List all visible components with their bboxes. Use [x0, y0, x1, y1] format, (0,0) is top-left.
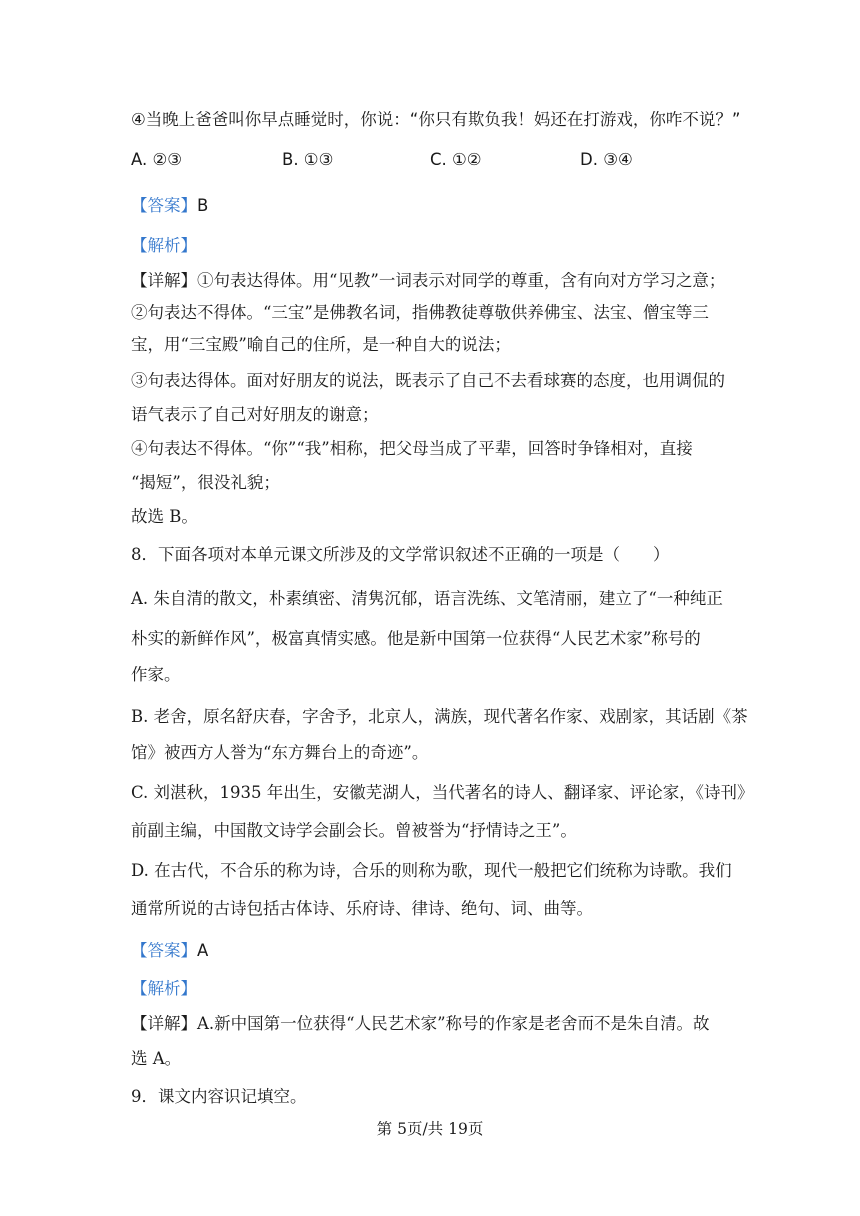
detail-line-5: 语气表示了自己对好朋友的谢意； — [131, 405, 379, 424]
q8-option-line-8: D. 在古代，不合乐的称为诗，合乐的则称为歌，现代一般把它们统称为诗歌。我们 — [131, 861, 732, 880]
page-footer: 第 5页/共 19页 — [376, 1120, 484, 1138]
q8-option-line-6: C. 刘湛秋，1935 年出生，安徽芜湖人，当代著名的诗人、翻译家、评论家，《诗刊》 — [131, 783, 754, 802]
answer-line-q8 — [131, 940, 208, 962]
detail-line-3: 宝，用“三宝殿”喻自己的住所，是一种自大的说法； — [131, 335, 511, 354]
question-8: 8．下面各项对本单元课文所涉及的文学常识叙述不正确的一项是（ ） — [131, 545, 670, 564]
choice-a: A. ②③ — [131, 150, 183, 169]
question-9: 9．课文内容识记填空。 — [131, 1087, 307, 1106]
q8-option-line-9: 通常所说的古诗包括古体诗、乐府诗、律诗、绝句、词、曲等。 — [131, 899, 593, 918]
detail-line-1: 【详解】①句表达得体。用“见教”一词表示对同学的尊重，含有向对方学习之意； — [131, 271, 726, 290]
q8-option-line-5: 馆》被西方人誉为“东方舞台上的奇迹”。 — [131, 743, 429, 762]
detail-line-4: ③句表达得体。面对好朋友的说法，既表示了自己不去看球赛的态度，也用调侃的 — [131, 371, 725, 390]
choice-b: B. ①③ — [282, 150, 334, 169]
q8-option-line-3: 作家。 — [131, 665, 181, 684]
item-4-text: ④当晚上爸爸叫你早点睡觉时，你说：“你只有欺负我！妈还在打游戏，你咋不说？” — [131, 110, 741, 129]
detail-line-6: ④句表达不得体。“你”“我”相称，把父母当成了平辈，回答时争锋相对，直接 — [131, 439, 693, 458]
q8-option-line-2: 朴实的新鲜作风”，极富真情实感。他是新中国第一位获得“人民艺术家”称号的 — [131, 629, 701, 648]
choice-c: C. ①② — [430, 150, 482, 169]
answer-line-q7 — [131, 195, 208, 217]
analysis-label: 【解析】 — [131, 979, 197, 998]
q8-option-line-1: A. 朱自清的散文，朴素缜密、清隽沉郁，语言洗练、文笔清丽，建立了“一种纯正 — [131, 589, 723, 608]
choice-d: D. ③④ — [580, 150, 633, 169]
q8-option-line-4: B. 老舍，原名舒庆春，字舍予，北京人，满族，现代著名作家、戏剧家，其话剧《茶 — [131, 707, 748, 726]
answer-label: 【答案】 — [131, 941, 197, 960]
detail-line-2: ②句表达不得体。“三宝”是佛教名词，指佛教徒尊敬供养佛宝、法宝、僧宝等三 — [131, 303, 709, 322]
answer-value: A — [197, 941, 209, 960]
q8-detail-line-1: 【详解】A.新中国第一位获得“人民艺术家”称号的作家是老舍而不是朱自清。故 — [131, 1014, 710, 1033]
q8-detail-line-2: 选 A。 — [131, 1049, 182, 1068]
answer-label: 【答案】 — [131, 196, 197, 215]
q8-option-line-7: 前副主编，中国散文诗学会副会长。曾被誉为“抒情诗之王”。 — [131, 821, 577, 840]
answer-value: B — [197, 196, 209, 215]
detail-line-8: 故选 B。 — [131, 507, 198, 526]
analysis-label: 【解析】 — [131, 236, 197, 255]
detail-line-7: “揭短”，很没礼貌； — [131, 473, 280, 492]
